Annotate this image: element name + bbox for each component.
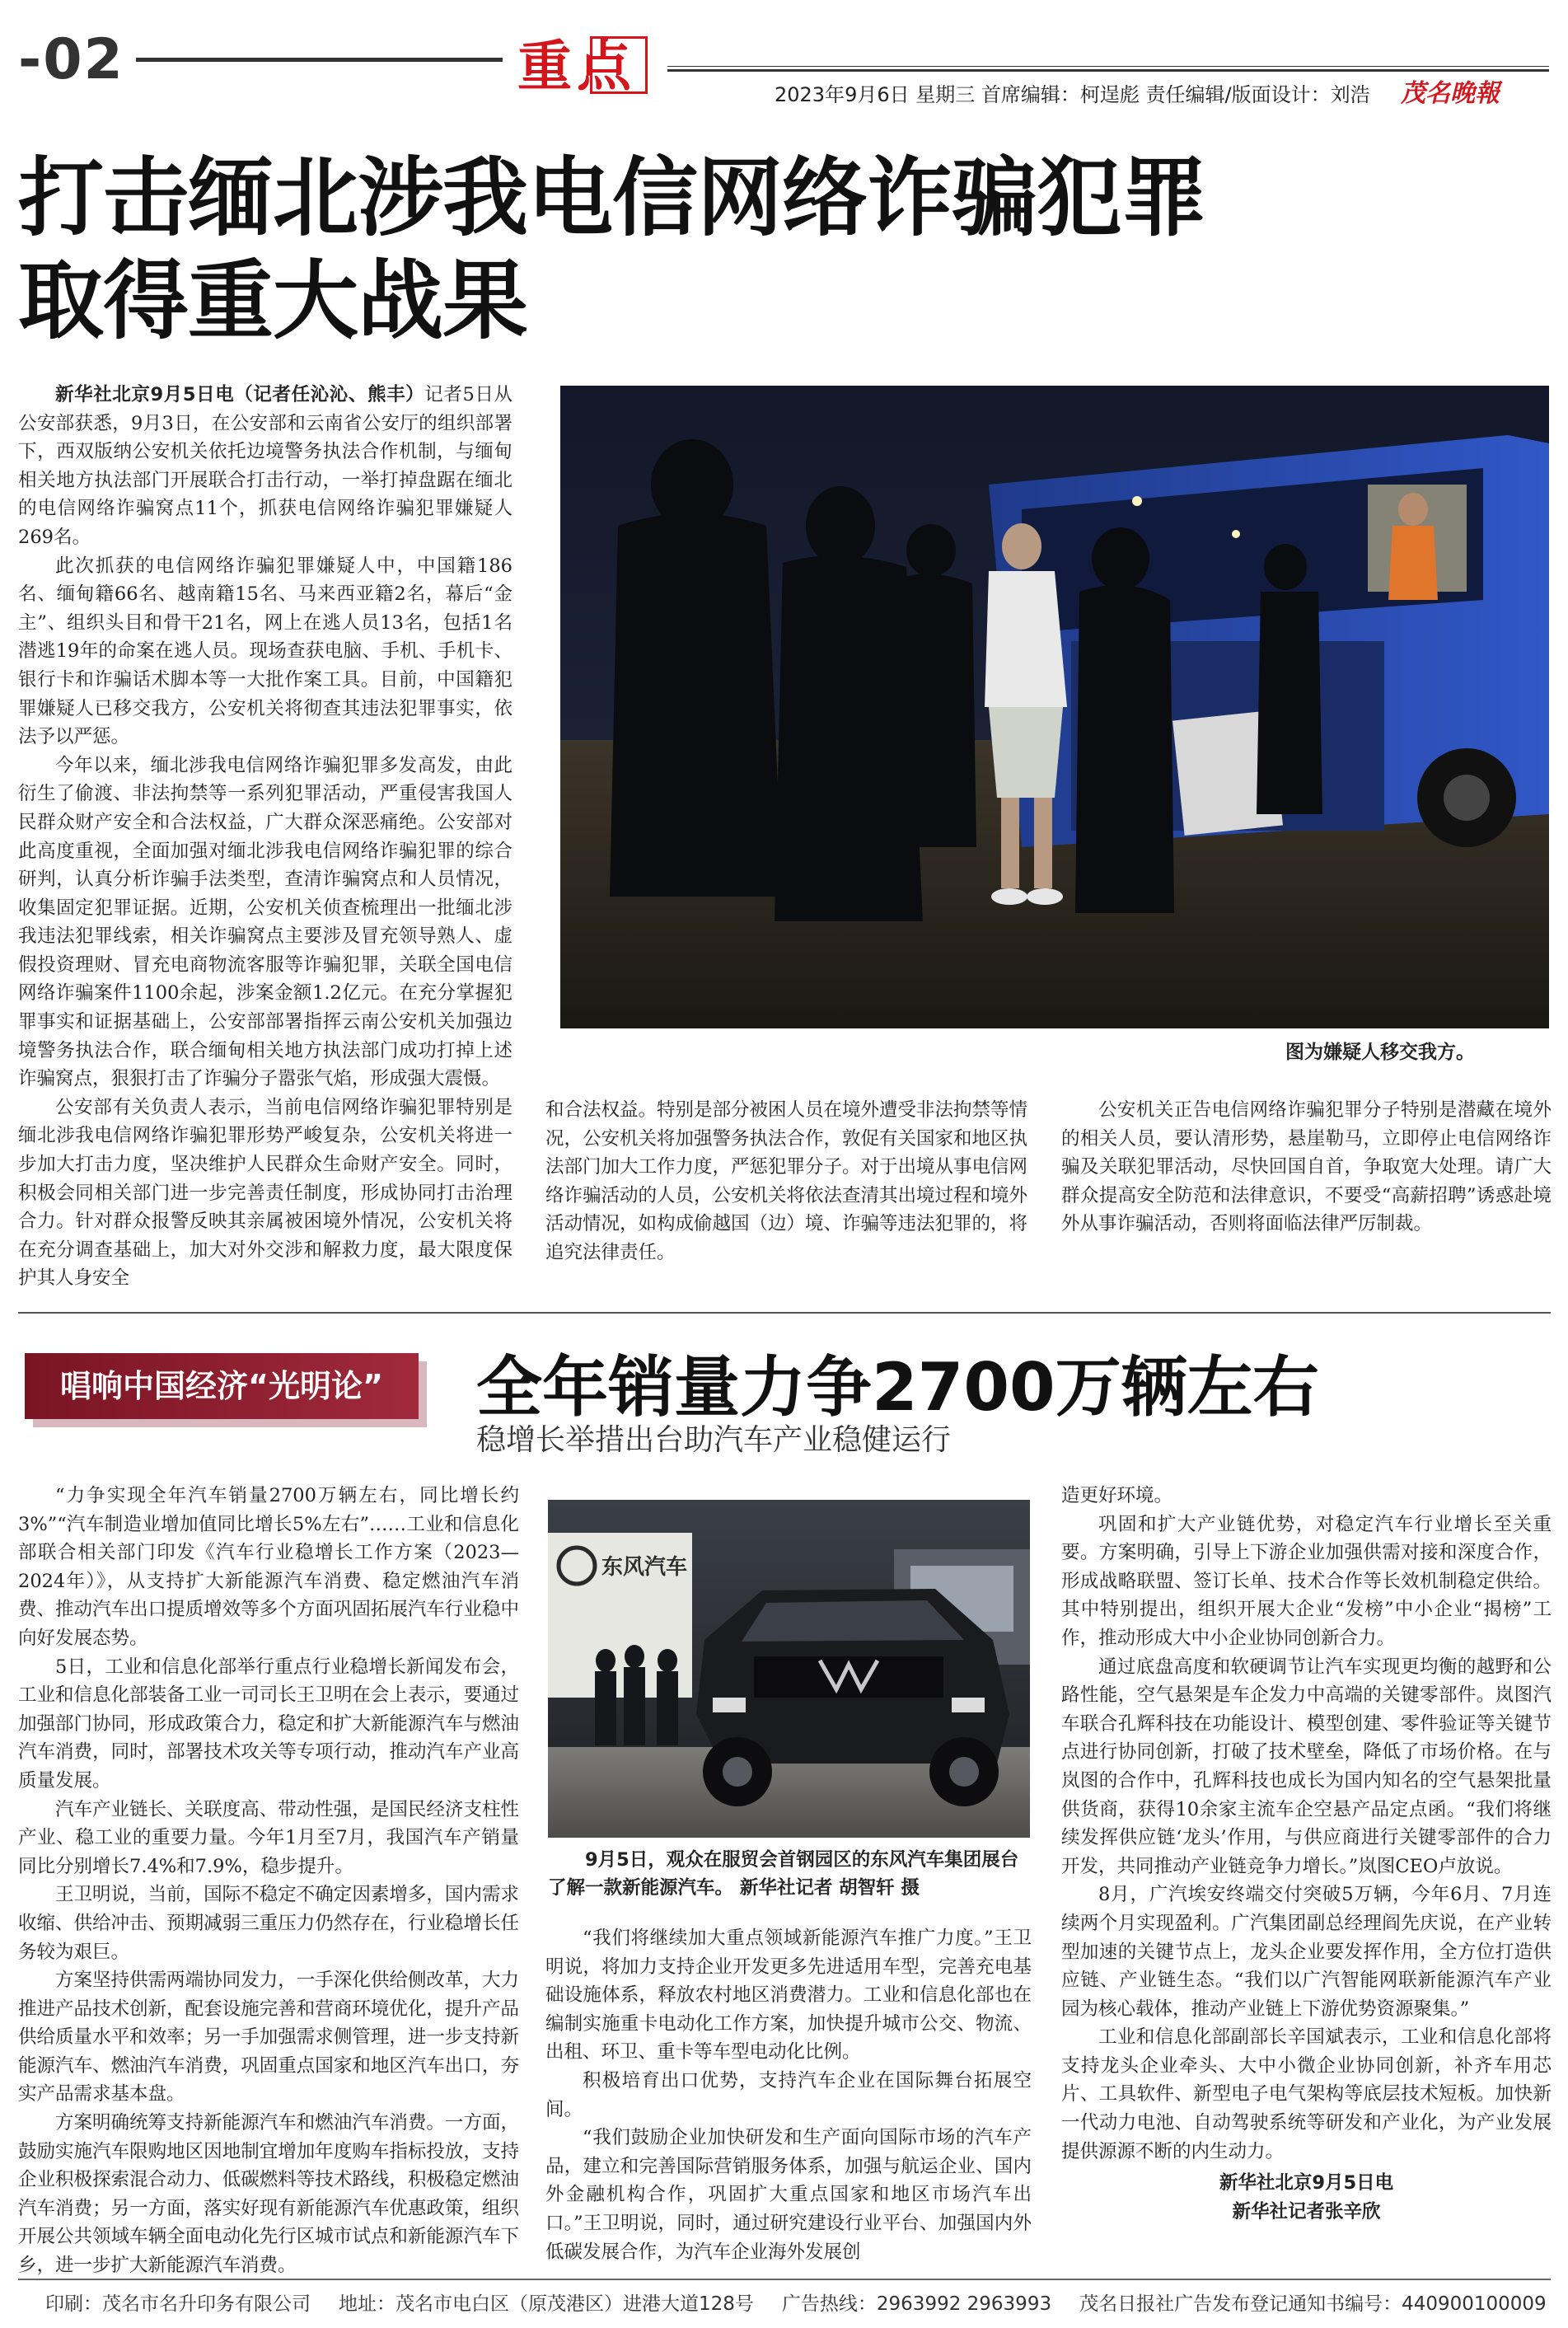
- section-tag: [517, 35, 649, 101]
- article2-col1: [18, 1482, 519, 2280]
- booth-sign: 东风汽车: [601, 1555, 688, 1580]
- article2-sign-line1: 新华社北京9月5日电: [1219, 2172, 1394, 2195]
- article-separator: [18, 1312, 1551, 1314]
- article2-col3: [1061, 1482, 1552, 2226]
- article2-col1-p5: 方案坚持供需两端协同发力，一手深化供给侧改革，大力推进产品技术创新，配套设施完善和营商环境优化，提升产品供给质量水平和效率；另一手加强需求侧管理，进一步支持新能源汽车、燃油汽车消费，巩固重点国家和地区汽车出口，夯实产品需求基本盘。: [18, 1970, 519, 2106]
- night-handover-scene: [560, 386, 1549, 1028]
- car-exhibition-scene: [548, 1500, 1030, 1838]
- footer-address: 地址：茂名市电白区（原茂港区）进港大道128号: [339, 2293, 754, 2315]
- paper-logo: 茂名晚報: [1401, 79, 1500, 108]
- article2-col3-p0: 造更好环境。: [1061, 1485, 1173, 1506]
- article2-photo-caption: [548, 1846, 1030, 1902]
- article1-col3: [1061, 1096, 1552, 1239]
- article2-col1-p4: 王卫明说，当前，国际不稳定不确定因素增多，国内需求收缩、供给冲击、预期减弱三重压力仍然存在，行业稳增长任务较为艰巨。: [18, 1884, 519, 1963]
- article2-col3-p4: 工业和信息化部副部长辛国斌表示，工业和信息化部将支持龙头企业牵头、大中小微企业协同创新，补齐车用芯片、工具软件、新型电子电气架构等底层技术短板。加快新一代动力电池、自动驾驶系统等研发和产业化，为产业发展提供源源不断的内生动力。: [1061, 2026, 1552, 2162]
- article1-photo: [560, 386, 1549, 1028]
- article1-col1: [18, 381, 513, 1293]
- footer-printer: 印刷：茂名市名升印务有限公司: [45, 2293, 311, 2315]
- column-banner-label: 唱响中国经济“光明论”: [60, 1368, 383, 1404]
- article1-headline-line2: 取得重大战果: [18, 251, 528, 351]
- page-number: -02: [18, 27, 124, 92]
- footer: [45, 2288, 1547, 2316]
- footer-ad-hotline: 广告热线：2963992 2963993: [781, 2293, 1052, 2315]
- article1-col2: [545, 1096, 1027, 1267]
- article2-col1-p3: 汽车产业链长、关联度高、带动性强，是国民经济支柱性产业、稳工业的重要力量。今年1月至7月，我国汽车产销量同比分别增长7.4%和7.9%，稳步提升。: [18, 1798, 519, 1877]
- article1-photo-caption: 图为嫌疑人移交我方。: [1285, 1042, 1475, 1063]
- article2-photo-caption-text: 9月5日，观众在服贸会首钢园区的东风汽车集团展台了解一款新能源汽车。 新华社记者 胡智轩 摄: [548, 1849, 1019, 1899]
- article2-headline: 全年销量力争2700万辆左右: [476, 1349, 1319, 1426]
- date-line: 2023年9月6日 星期三 首席编辑：柯逞彪 责任编辑/版面设计：刘浩: [775, 83, 1370, 106]
- article2-col3-p2: 通过底盘高度和软硬调节让汽车实现更均衡的越野和公路性能，空气悬架是车企发力中高端的关键零部件。岚图汽车联合孔辉科技在功能设计、模型创建、零件验证等关键节点进行协同创新，打破了技术壁垒，降低了市场价格。在与岚图的合作中，孔辉科技也成长为国内知名的空气悬架批量供货商，获得10余家主流车企空悬产品定点函。“我们将继续发挥供应链‘龙头’作用，与供应商进行关键零部件的合力开发，共同推动产业链竞争力增长。”岚图CEO卢放说。: [1061, 1656, 1552, 1877]
- article2-col2-p2: 积极培育出口优势，支持汽车企业在国际舞台拓展空间。: [545, 2069, 1032, 2120]
- article1-col3-text: 公安机关正告电信网络诈骗犯罪分子特别是潜藏在境外的相关人员，要认清形势，悬崖勒马，立即停止电信网络诈骗及关联犯罪活动，尽快回国自首，争取宽大处理。请广大群众提高安全防范和法律意识，不要受“高薪招聘”诱惑赴境外从事诈骗活动，否则将面临法律严厉制裁。: [1061, 1099, 1552, 1235]
- article2-sign-line2: 新华社记者张辛欣: [1232, 2200, 1381, 2223]
- article1-headline-line1: 打击缅北涉我电信网络诈骗犯罪: [18, 148, 1207, 248]
- article1-col2-text: 和合法权益。特别是部分被困人员在境外遭受非法拘禁等情况，公安机关将加强警务执法合作，敦促有关国家和地区执法部门加大工作力度，严惩犯罪分子。对于出境从事电信网络诈骗活动的人员，公安机关将依法查清其出境过程和境外活动情况，如构成偷越国（边）境、诈骗等违法犯罪的，将追究法律责任。: [545, 1099, 1028, 1263]
- article1-p3: 今年以来，缅北涉我电信网络诈骗犯罪多发高发，由此衍生了偷渡、非法拘禁等一系列犯罪活动，严重侵害我国人民群众财产安全和合法权益，广大群众深恶痛绝。公安部对此高度重视，全面加强对缅北涉我电信网络诈骗犯罪的综合研判，认真分析诈骗手法类型，查清诈骗窝点和人员情况，收集固定犯罪证据。近期，公安机关侦查梳理出一批缅北涉我违法犯罪线索，相关诈骗窝点主要涉及冒充领导熟人、虚假投资理财、冒充电商物流客服等诈骗犯罪，关联全国电信网络诈骗案件1100余起，涉案金额1.2亿元。在充分掌握犯罪事实和证据基础上，公安部部署指挥云南公安机关加强边境警务执法合作，联合缅甸相关地方执法部门成功打掉上述诈骗窝点，狠狠打击了诈骗分子嚣张气焰，形成强大震慑。: [18, 754, 513, 1090]
- article2-col1-p6: 方案明确统筹支持新能源汽车和燃油汽车消费。一方面，鼓励实施汽车限购地区因地制宜增加年度购车指标投放，支持企业积极探索混合动力、低碳燃料等技术路线，积极稳定燃油汽车消费；另一方面，落实好现有新能源汽车优惠政策，组织开展公共领域车辆全面电动化先行区城市试点和新能源汽车下乡，进一步扩大新能源汽车消费。: [18, 2112, 519, 2277]
- article2-col2-p3: “我们鼓励企业加快研发和生产面向国际市场的汽车产品，建立和完善国际营销服务体系，加强与航运企业、国内外金融机构合作，巩固扩大重点国家和地区市场汽车出口。”王卫明说，同时，通过研究建设行业平台、加强国内外低碳发展合作，为汽车企业海外发展创: [545, 2127, 1032, 2263]
- article2-col2: [545, 1924, 1032, 2266]
- article2-col3-p3: 8月，广汽埃安终端交付突破5万辆，今年6月、7月连续两个月实现盈利。广汽集团副总经理阎先庆说，在产业转型加速的关键节点上，龙头企业要发挥作用，全方位打造供应链、产业链生态。“我们以广汽智能网联新能源汽车产业园为核心载体，推动产业链上下游优势资源聚集。”: [1061, 1884, 1552, 2020]
- article1-dateline: 新华社北京9月5日电（记者任沁沁、熊丰）: [55, 384, 425, 405]
- footer-ad-registration: 茂名日报社广告发布登记通知书编号：440900100009: [1079, 2293, 1547, 2315]
- header-rule-left: [136, 58, 503, 62]
- column-banner: [25, 1353, 419, 1419]
- article1-p1: 记者5日从公安部获悉，9月3日，在公安部和云南省公安厅的组织部署下，西双版纳公安机关依托边境警务执法合作机制，与缅甸相关地方执法部门开展联合打击行动，一举打掉盘踞在缅北的电信网络诈骗窝点11个，抓获电信网络诈骗犯罪嫌疑人269名。: [18, 384, 513, 548]
- header-rule-right: [667, 69, 1549, 72]
- section-tag-label: 重点: [517, 34, 636, 98]
- article2-col1-p1: “力争实现全年汽车销量2700万辆左右，同比增长约3%”“汽车制造业增加值同比增长5%左右”……工业和信息化部联合相关部门印发《汽车行业稳增长工作方案（2023—2024年）》，从支持扩大新能源汽车消费、稳定燃油汽车消费、推动汽车出口提质增效等多个方面巩固拓展汽车行业稳中向好发展态势。: [18, 1485, 519, 1649]
- article1-p4: 公安部有关负责人表示，当前电信网络诈骗犯罪特别是缅北涉我电信网络诈骗犯罪形势严峻复杂，公安机关将进一步加大打击力度，坚决维护人民群众生命财产安全。同时，积极会同相关部门进一步完善责任制度，形成协同打击治理合力。针对群众报警反映其亲属被困境外情况，公安机关将在充分调查基础上，加大对外交涉和解救力度，最大限度保护其人身安全: [18, 1096, 513, 1290]
- article2-col2-p1: “我们将继续加大重点领域新能源汽车推广力度。”王卫明说，将加力支持企业开发更多先进适用车型，完善充电基础设施体系，释放农村地区消费潜力。工业和信息化部也在编制实施重卡电动化工作方案，加快提升城市公交、物流、出租、环卫、重卡等车型电动化比例。: [545, 1928, 1032, 2063]
- article2-col1-p2: 5日，工业和信息化部举行重点行业稳增长新闻发布会，工业和信息化部装备工业一司司长王卫明在会上表示，要通过加强部门协同，形成政策合力，稳定和扩大新能源汽车与燃油汽车消费，同时，部署技术攻关等专项行动，推动汽车产业高质量发展。: [18, 1656, 519, 1792]
- article1-p2: 此次抓获的电信网络诈骗犯罪嫌疑人中，中国籍186名、缅甸籍66名、越南籍15名、马来西亚籍2名，幕后“金主”、组织头目和骨干21名，网上在逃人员13名，包括1名潜逃19年的命案在逃人员。现场查获电脑、手机、手机卡、银行卡和诈骗话术脚本等一大批作案工具。目前，中国籍犯罪嫌疑人已移交我方，公安机关将彻查其违法犯罪事实，依法予以严惩。: [18, 555, 513, 748]
- article2-col3-p1: 巩固和扩大产业链优势，对稳定汽车行业增长至关重要。方案明确，引导上下游企业加强供需对接和深度合作，形成战略联盟、签订长单、技术合作等长效机制稳定供给。其中特别提出，组织开展大企业“发榜”中小企业“揭榜”工作，推动形成大中小企业协同创新合力。: [1061, 1513, 1552, 1649]
- article2-photo: [548, 1500, 1030, 1838]
- article2-subheadline: 稳增长举措出台助汽车产业稳健运行: [476, 1423, 952, 1457]
- header-rule-right-top: [667, 66, 1549, 67]
- footer-rule: [18, 2279, 1551, 2280]
